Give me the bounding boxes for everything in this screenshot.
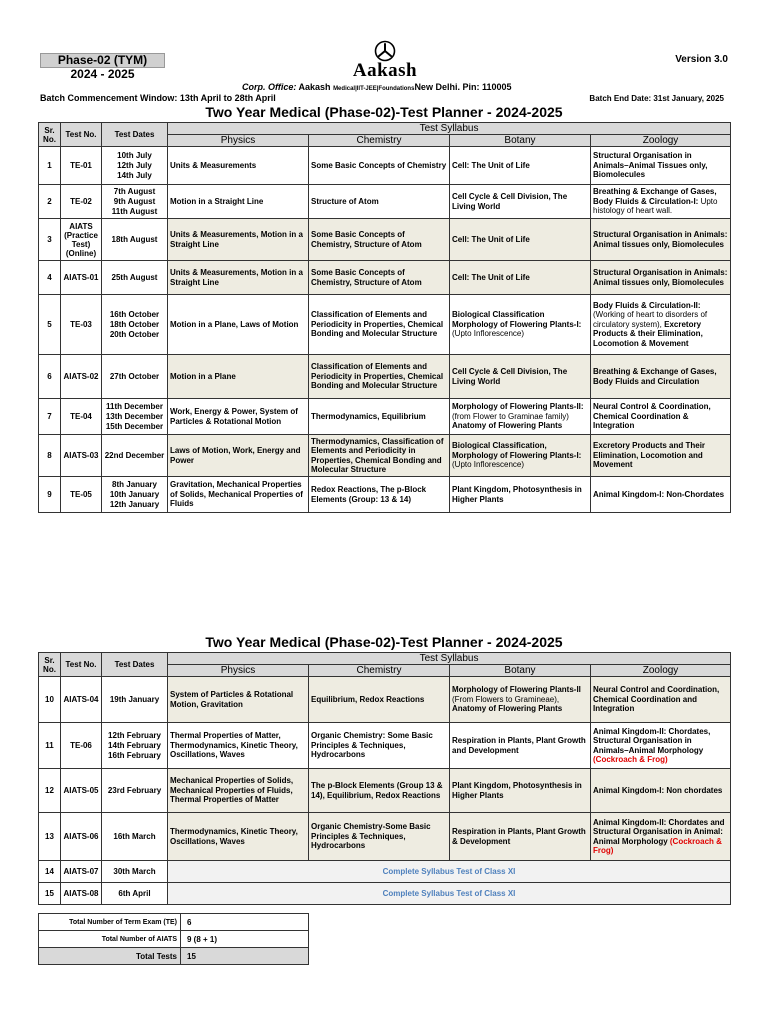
cell-zoology — [591, 813, 731, 861]
cell-test-dates — [102, 261, 168, 295]
botany-note: (From Flowers to Gramineae), — [452, 694, 560, 704]
test-date: 9th August — [113, 196, 156, 206]
cell-zoology — [591, 677, 731, 723]
cell-zoology — [591, 723, 731, 769]
cell-physics — [168, 813, 309, 861]
chemistry-text: The p-Block Elements (Group 13 & 14), Equilibrium, Redox Reactions — [311, 781, 443, 800]
table-row — [39, 769, 731, 813]
cell-test-no: TE-05 — [61, 477, 102, 513]
cell-physics — [168, 477, 309, 513]
cell-chemistry — [309, 813, 450, 861]
cell-test-dates — [102, 355, 168, 399]
botany-text: Biological Classification Morphology of Flowering Plants-I: — [452, 310, 582, 329]
botany-text: Cell: The Unit of Life — [452, 272, 530, 282]
cell-botany — [450, 769, 591, 813]
cell-chemistry — [309, 677, 450, 723]
cell-sr-no: 13 — [39, 813, 61, 861]
cell-sr-no: 11 — [39, 723, 61, 769]
test-date: 18th August — [111, 234, 158, 244]
cell-test-no: AIATS-07 — [61, 861, 102, 883]
botany-text: Respiration in Plants, Plant Growth & Development — [452, 827, 586, 846]
zoology-highlight: (Cockroach & Frog) — [593, 836, 722, 855]
totals-row — [39, 914, 309, 931]
cell-test-no: AIATS-04 — [61, 677, 102, 723]
botany-note: (Upto Inflorescence) — [452, 329, 525, 339]
aakash-emblem-icon — [372, 40, 398, 62]
totals-row — [39, 931, 309, 948]
cell-botany — [450, 219, 591, 261]
botany-note: (from Flower to Graminae family) — [452, 411, 569, 421]
col-botany: Botany — [450, 665, 591, 677]
cell-physics — [168, 185, 309, 219]
cell-chemistry — [309, 435, 450, 477]
chemistry-text: Classification of Elements and Periodicity in Properties, Chemical Bonding and Molecular Structure — [311, 362, 444, 391]
logo-wordmark: Aakash — [352, 60, 418, 81]
botany-text: Plant Kingdom, Photosynthesis in Higher Plants — [452, 781, 582, 800]
zoology-text: Structural Organisation in Animals: Animal tissues only, Biomolecules — [593, 230, 728, 249]
cell-zoology — [591, 261, 731, 295]
corp-office — [242, 82, 511, 92]
test-date: 25th August — [111, 272, 158, 282]
cell-sr-no: 9 — [39, 477, 61, 513]
corp-office-address: New Delhi. Pin: 110005 — [414, 82, 512, 92]
cell-botany — [450, 147, 591, 185]
totals-value: 15 — [181, 948, 309, 965]
cell-chemistry — [309, 477, 450, 513]
cell-botany — [450, 185, 591, 219]
col-physics: Physics — [168, 135, 309, 147]
cell-zoology — [591, 185, 731, 219]
cell-test-dates — [102, 861, 168, 883]
test-date: 10th January — [109, 489, 160, 499]
botany-text: Plant Kingdom, Photosynthesis in Higher Plants — [452, 485, 582, 504]
zoology-tail: Excretory Products & their Elimination, Locomotion & Movement — [593, 319, 703, 348]
totals-label: Total Number of AIATS — [39, 931, 181, 948]
physics-text: Units & Measurements, Motion in a Straight Line — [170, 268, 303, 287]
table-row — [39, 477, 731, 513]
cell-chemistry — [309, 355, 450, 399]
botany-text: Cell: The Unit of Life — [452, 234, 530, 244]
cell-chemistry — [309, 399, 450, 435]
col-test-no: Test No. — [61, 653, 102, 677]
cell-physics — [168, 261, 309, 295]
test-date: 22nd December — [104, 450, 165, 460]
cell-botany — [450, 295, 591, 355]
physics-text: Motion in a Straight Line — [170, 196, 264, 206]
cell-chemistry — [309, 769, 450, 813]
physics-text: Laws of Motion, Work, Energy and Power — [170, 446, 301, 465]
table-row — [39, 261, 731, 295]
cell-botany — [450, 261, 591, 295]
cell-physics — [168, 295, 309, 355]
chemistry-text: Structure of Atom — [311, 196, 379, 206]
test-date: 11th December — [106, 401, 163, 411]
cell-test-dates — [102, 185, 168, 219]
test-date: 12th January — [109, 499, 160, 509]
cell-botany — [450, 813, 591, 861]
chemistry-text: Some Basic Concepts of Chemistry, Structure of Atom — [311, 268, 422, 287]
botany-text: Cell Cycle & Cell Division, The Living World — [452, 192, 568, 211]
col-test-syllabus: Test Syllabus — [168, 653, 731, 665]
cell-botany — [450, 399, 591, 435]
cell-test-no: AIATS-08 — [61, 883, 102, 905]
botany-note: (Upto Inflorescence) — [452, 460, 525, 470]
test-date: 16th October — [109, 309, 160, 319]
physics-text: Motion in a Plane, Laws of Motion — [170, 319, 299, 329]
physics-text: Thermal Properties of Matter, Thermodynamics, Kinetic Theory, Oscillations, Waves — [170, 731, 298, 760]
chemistry-text: Organic Chemistry: Some Basic Principles & Techniques, Hydrocarbons — [311, 731, 433, 760]
test-date: 18th October — [109, 319, 160, 329]
physics-text: Work, Energy & Power, System of Particles & Rotational Motion — [170, 407, 298, 426]
physics-text: Motion in a Plane — [170, 371, 236, 381]
test-planner-table-1 — [38, 122, 731, 513]
cell-zoology — [591, 399, 731, 435]
botany-text: Respiration in Plants, Plant Growth and Development — [452, 736, 586, 755]
version-label: Version 3.0 — [675, 54, 728, 65]
cell-test-no: AIATS-05 — [61, 769, 102, 813]
cell-zoology — [591, 477, 731, 513]
botany-text: Cell: The Unit of Life — [452, 160, 530, 170]
cell-physics — [168, 677, 309, 723]
cell-test-no: AIATS-06 — [61, 813, 102, 861]
chemistry-text: Thermodynamics, Equilibrium — [311, 411, 426, 421]
cell-botany — [450, 723, 591, 769]
corp-office-sub: Medical|IIT-JEE|Foundations — [333, 86, 415, 92]
zoology-text: Structural Organisation in Animals: Animal tissues only, Biomolecules — [593, 268, 728, 287]
table-row — [39, 295, 731, 355]
cell-test-dates — [102, 723, 168, 769]
botany-text: Biological Classification, Morphology of Flowering Plants-I: — [452, 441, 582, 460]
cell-test-dates — [102, 147, 168, 185]
test-date: 13th December — [105, 411, 164, 421]
col-botany: Botany — [450, 135, 591, 147]
cell-sr-no: 15 — [39, 883, 61, 905]
cell-test-no: TE-02 — [61, 185, 102, 219]
botany-text: Cell Cycle & Cell Division, The Living World — [452, 367, 568, 386]
botany-tail: Anatomy of Flowering Plants — [452, 421, 563, 431]
table-row — [39, 813, 731, 861]
test-date: 6th April — [118, 888, 151, 898]
zoology-text: Breathing & Exchange of Gases, Body Fluids & Circulation-I: — [593, 187, 717, 206]
cell-test-dates — [102, 219, 168, 261]
cell-physics — [168, 147, 309, 185]
cell-sr-no: 5 — [39, 295, 61, 355]
table-row — [39, 861, 731, 883]
totals-value: 9 (8 + 1) — [181, 931, 309, 948]
col-sr-no: Sr. No. — [39, 653, 61, 677]
totals-label: Total Tests — [39, 948, 181, 965]
zoology-text: Animal Kingdom-I: Non chordates — [593, 785, 723, 795]
col-test-dates: Test Dates — [102, 653, 168, 677]
zoology-text: Animal Kingdom-II: Chordates, Structural Organisation in Animals–Animal Morphology — [593, 726, 711, 755]
cell-test-no: TE-06 — [61, 723, 102, 769]
cell-physics — [168, 399, 309, 435]
cell-botany — [450, 435, 591, 477]
cell-physics — [168, 769, 309, 813]
table-row — [39, 883, 731, 905]
botany-tail: Anatomy of Flowering Plants — [452, 704, 563, 714]
test-date: 8th January — [112, 479, 157, 489]
zoology-text: Body Fluids & Circulation-II: — [593, 300, 701, 310]
table-row — [39, 677, 731, 723]
cell-test-no: AIATS-01 — [61, 261, 102, 295]
test-date: 15th December — [105, 421, 164, 431]
col-sr-no: Sr. No. — [39, 123, 61, 147]
col-zoology: Zoology — [591, 135, 731, 147]
cell-botany — [450, 355, 591, 399]
cell-chemistry — [309, 147, 450, 185]
cell-sr-no: 2 — [39, 185, 61, 219]
cell-test-dates — [102, 677, 168, 723]
cell-sr-no: 10 — [39, 677, 61, 723]
cell-test-dates — [102, 883, 168, 905]
cell-test-no: TE-04 — [61, 399, 102, 435]
cell-physics — [168, 355, 309, 399]
cell-test-dates — [102, 813, 168, 861]
test-date: 30th March — [113, 866, 156, 876]
cell-sr-no: 8 — [39, 435, 61, 477]
cell-test-dates — [102, 399, 168, 435]
cell-physics — [168, 219, 309, 261]
test-date: 14th February — [108, 740, 161, 750]
table-row — [39, 185, 731, 219]
cell-chemistry — [309, 219, 450, 261]
cell-chemistry — [309, 261, 450, 295]
zoology-text: Neural Control and Coordination, Chemical Coordination and Integration — [593, 685, 720, 714]
test-date: 16th February — [108, 750, 161, 760]
zoology-text: Excretory Products and Their Elimination, Locomotion and Movement — [593, 441, 706, 470]
physics-text: Thermodynamics, Kinetic Theory, Oscillations, Waves — [170, 827, 298, 846]
col-test-syllabus: Test Syllabus — [168, 123, 731, 135]
col-test-no: Test No. — [61, 123, 102, 147]
cell-zoology — [591, 147, 731, 185]
batch-end-date: Batch End Date: 31st January, 2025 — [589, 94, 724, 103]
chemistry-text: Classification of Elements and Periodicity in Properties, Chemical Bonding and Molecular Structure — [311, 310, 444, 339]
physics-text: Units & Measurements — [170, 160, 257, 170]
cell-test-dates — [102, 477, 168, 513]
cell-physics — [168, 723, 309, 769]
table-row — [39, 399, 731, 435]
cell-test-dates — [102, 295, 168, 355]
cell-test-dates — [102, 769, 168, 813]
cell-physics — [168, 435, 309, 477]
zoology-text: Breathing & Exchange of Gases, Body Fluids and Circulation — [593, 367, 717, 386]
test-date: 11th August — [111, 206, 158, 216]
physics-text: Units & Measurements, Motion in a Straight Line — [170, 230, 303, 249]
cell-complete-syllabus: Complete Syllabus Test of Class XI — [168, 883, 731, 905]
chemistry-text: Some Basic Concepts of Chemistry — [311, 160, 447, 170]
totals-row — [39, 948, 309, 965]
table-row — [39, 355, 731, 399]
chemistry-text: Redox Reactions, The p-Block Elements (Group: 13 & 14) — [311, 485, 427, 504]
cell-chemistry — [309, 295, 450, 355]
test-date: 10th July — [117, 150, 152, 160]
cell-botany — [450, 677, 591, 723]
col-chemistry: Chemistry — [309, 665, 450, 677]
cell-sr-no: 7 — [39, 399, 61, 435]
totals-value: 6 — [181, 914, 309, 931]
zoology-highlight: (Cockroach & Frog) — [593, 755, 668, 764]
totals-table — [38, 913, 309, 965]
zoology-text: Animal Kingdom-II: Chordates and Structural Organisation in Animal: Animal Morphology — [593, 817, 725, 846]
zoology-text: Animal Kingdom-I: Non-Chordates — [593, 489, 725, 499]
test-date: 12th February — [108, 730, 161, 740]
cell-zoology — [591, 769, 731, 813]
table-row — [39, 435, 731, 477]
zoology-note: Upto histology of heart wall. — [593, 196, 718, 216]
cell-test-no: TE-01 — [61, 147, 102, 185]
test-date: 12th July — [117, 160, 152, 170]
botany-text: Morphology of Flowering Plants-II: — [452, 402, 584, 412]
cell-zoology — [591, 219, 731, 261]
physics-text: Gravitation, Mechanical Properties of Solids, Mechanical Properties of Fluids — [170, 480, 303, 509]
col-physics: Physics — [168, 665, 309, 677]
corp-office-label: Corp. Office: — [242, 82, 297, 92]
col-test-dates: Test Dates — [102, 123, 168, 147]
cell-botany — [450, 477, 591, 513]
cell-chemistry — [309, 185, 450, 219]
physics-text: Mechanical Properties of Solids, Mechanical Properties of Fluids, Thermal Properties of Matter — [170, 776, 294, 805]
col-chemistry: Chemistry — [309, 135, 450, 147]
cell-sr-no: 3 — [39, 219, 61, 261]
test-date: 23rd February — [107, 785, 162, 795]
totals-label: Total Number of Term Exam (TE) — [39, 914, 181, 931]
cell-test-no: TE-03 — [61, 295, 102, 355]
academic-year: 2024 - 2025 — [70, 67, 135, 81]
test-date: 16th March — [113, 831, 156, 841]
aakash-logo — [335, 40, 435, 84]
chemistry-text: Equilibrium, Redox Reactions — [311, 694, 425, 704]
cell-sr-no: 1 — [39, 147, 61, 185]
cell-zoology — [591, 295, 731, 355]
zoology-text: Structural Organisation in Animals–Animal Tissues only, Biomolecules — [593, 151, 708, 180]
cell-zoology — [591, 435, 731, 477]
test-date: 7th August — [113, 186, 156, 196]
test-planner-table-2 — [38, 652, 731, 905]
table-row — [39, 723, 731, 769]
test-date: 27th October — [109, 371, 160, 381]
test-date: 20th October — [109, 329, 160, 339]
cell-test-dates — [102, 435, 168, 477]
cell-sr-no: 4 — [39, 261, 61, 295]
cell-chemistry — [309, 723, 450, 769]
zoology-note: (Working of heart to disorders of circulatory system), — [593, 310, 708, 329]
physics-text: System of Particles & Rotational Motion, Gravitation — [170, 690, 294, 709]
cell-complete-syllabus: Complete Syllabus Test of Class XI — [168, 861, 731, 883]
cell-zoology — [591, 355, 731, 399]
chemistry-text: Organic Chemistry-Some Basic Principles & Techniques, Hydrocarbons — [311, 822, 431, 851]
table-row — [39, 147, 731, 185]
batch-window: Batch Commencement Window: 13th April to 28th April — [40, 93, 276, 103]
test-date: 19th January — [109, 694, 160, 704]
table-row — [39, 219, 731, 261]
phase-label: Phase-02 (TYM) — [40, 53, 165, 68]
botany-text: Morphology of Flowering Plants-II — [452, 685, 581, 695]
cell-sr-no: 6 — [39, 355, 61, 399]
test-date: 14th July — [117, 170, 152, 180]
chemistry-text: Some Basic Concepts of Chemistry, Structure of Atom — [311, 230, 422, 249]
col-zoology: Zoology — [591, 665, 731, 677]
corp-office-name: Aakash — [298, 82, 331, 92]
cell-sr-no: 14 — [39, 861, 61, 883]
zoology-text: Neural Control & Coordination, Chemical Coordination & Integration — [593, 402, 711, 431]
planner-title-1: Two Year Medical (Phase-02)-Test Planner - 2024-2025 — [205, 104, 563, 120]
chemistry-text: Thermodynamics, Classification of Elements and Periodicity in Properties, Chemical Bonding and Molecular Structure — [311, 436, 444, 474]
cell-sr-no: 12 — [39, 769, 61, 813]
cell-test-no: AIATS-03 — [61, 435, 102, 477]
planner-title-2: Two Year Medical (Phase-02)-Test Planner - 2024-2025 — [205, 634, 563, 650]
cell-test-no: AIATS-02 — [61, 355, 102, 399]
cell-test-no: AIATS (Practice Test) (Online) — [61, 219, 102, 261]
